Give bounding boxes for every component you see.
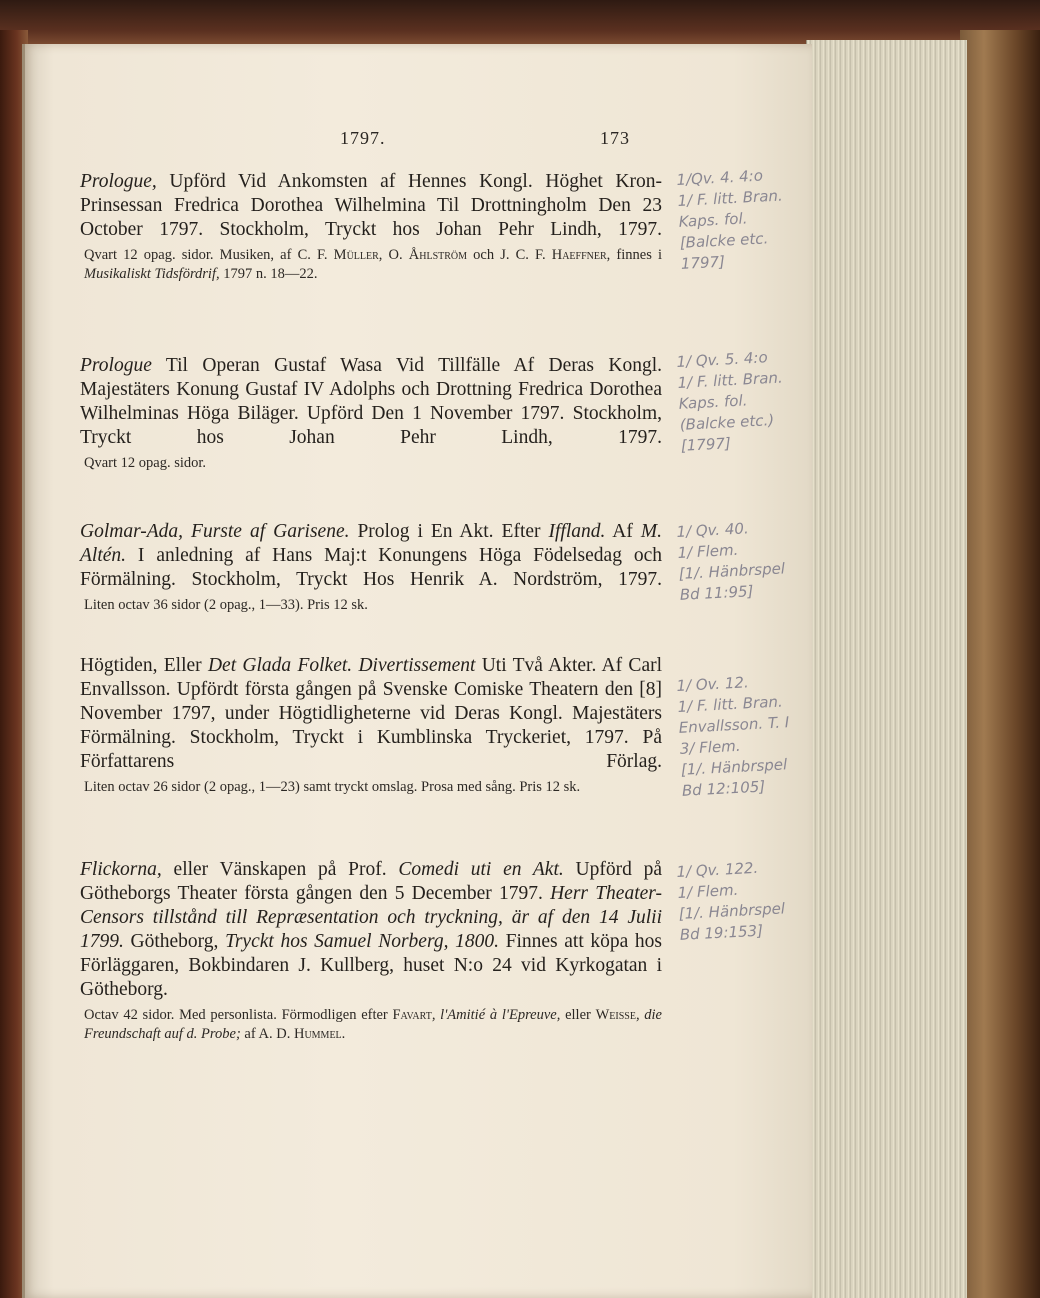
entry-text: Golmar-Ada, Furste af Garisene. Prolog i En Akt. Efter Iffland. Af M. Altén. I anledning af Hans Maj:t Konungens Höga Födelsedag och Förmälning. Stockholm, Tryckt Hos Henrik A. Nordström, 1797. [80,521,662,590]
entry-title: Prologue [80,355,152,376]
handwritten-annotation: 1/ Qv. 5. 4:o 1/ F. litt. Bran. Kaps. fol. (Balcke etc.) [1797] [676,348,784,455]
catalog-entry [80,858,662,1044]
catalog-entry [80,354,662,473]
page-gutter [22,44,25,1298]
catalog-entry [80,520,662,615]
book-cover-right [960,30,1040,1298]
entry-note: Qvart 12 opag. sidor. [84,455,207,471]
handwritten-annotation: 1/ Qv. 122. 1/ Flem. [1/. Hänbrspel Bd 19:153] [676,858,786,944]
entry-text: Flickorna, eller Vänskapen på Prof. Comedi uti en Akt. Upförd på Götheborgs Theater första gången den 5 December 1797. Herr Theater-Censors tillstånd till Repræsentation och tryckning, är af den 14 Julii 1799. Götheborg, Tryckt hos Samuel Norberg, 1800. Finnes att köpa hos Förläggaren, Bokbindaren J. Kullberg, huset N:o 24 vid Kyrkogatan i Götheborg. [80,859,662,1000]
page-edges [806,40,967,1298]
entry-text: Högtiden, Eller Det Glada Folket. Divertissement Uti Två Akter. Af Carl Envallsson. Upfördt första gången på Svenske Comiske Theatern den [8] November 1797, under Högtidligheterne vid Deras Kongl. Majestäters Förmälning. Stockholm, Tryckt i Kumblinska Tryckeriet, 1797. På Författarens Förlag. [80,655,663,772]
entry-title: Flickorna, [80,859,162,880]
handwritten-annotation: 1/ Ov. 12. 1/ F. litt. Bran. Envallsson. T. I 3/ Flem. [1/. Hänbrspel Bd 12:105] [676,673,790,800]
page-number: 173 [600,128,630,148]
entry-note: Liten octav 26 sidor (2 opag., 1—23) samt tryckt omslag. Prosa med sång. Pris 12 sk. [84,779,581,795]
entry-title: Prologue, [80,171,157,192]
running-head [0,128,1040,158]
catalog-entry [80,654,662,797]
book-cover-top [0,0,1040,44]
entry-note: Octav 42 sidor. Med personlista. Förmodligen efter Favart, l'Amitié à l'Epreuve, eller Weisse, die Freundschaft auf d. Probe; af A. D. Hummel. [84,1007,662,1042]
entry-text: Prologue, Upförd Vid Ankomsten af Hennes Kongl. Höghet Kron-Prinsessan Fredrica Dorothea Wilhelmina Til Drottningholm Den 23 October 1797. Stockholm, Tryckt hos Johan Pehr Lindh, 1797. [80,171,662,240]
running-head-year: 1797. [340,128,386,148]
entry-note: Liten octav 36 sidor (2 opag., 1—33). Pris 12 sk. [84,597,368,613]
catalog-entry [80,170,662,284]
entry-note: Qvart 12 opag. sidor. Musiken, af C. F. Müller, O. Åhlström och J. C. F. Haeffner, finnes i Musikaliskt Tidsfördrif, 1797 n. 18—22. [84,247,663,282]
handwritten-annotation: 1/Qv. 4. 4:o 1/ F. litt. Bran. Kaps. fol. [Balcke etc. 1797] [676,166,784,273]
entry-title: Golmar-Ada, Furste af Garisene. [80,521,350,542]
entry-text: Prologue Til Operan Gustaf Wasa Vid Tillfälle Af Deras Kongl. Majestäters Konung Gustaf IV Adolphs och Drottning Fredrica Dorothea Wilhelminas Höga Biläger. Upförd Den 1 November 1797. Stockholm, Tryckt hos Johan Pehr Lindh, 1797. [80,355,662,448]
handwritten-annotation: 1/ Qv. 40. 1/ Flem. [1/. Hänbrspel Bd 11:95] [676,519,786,604]
